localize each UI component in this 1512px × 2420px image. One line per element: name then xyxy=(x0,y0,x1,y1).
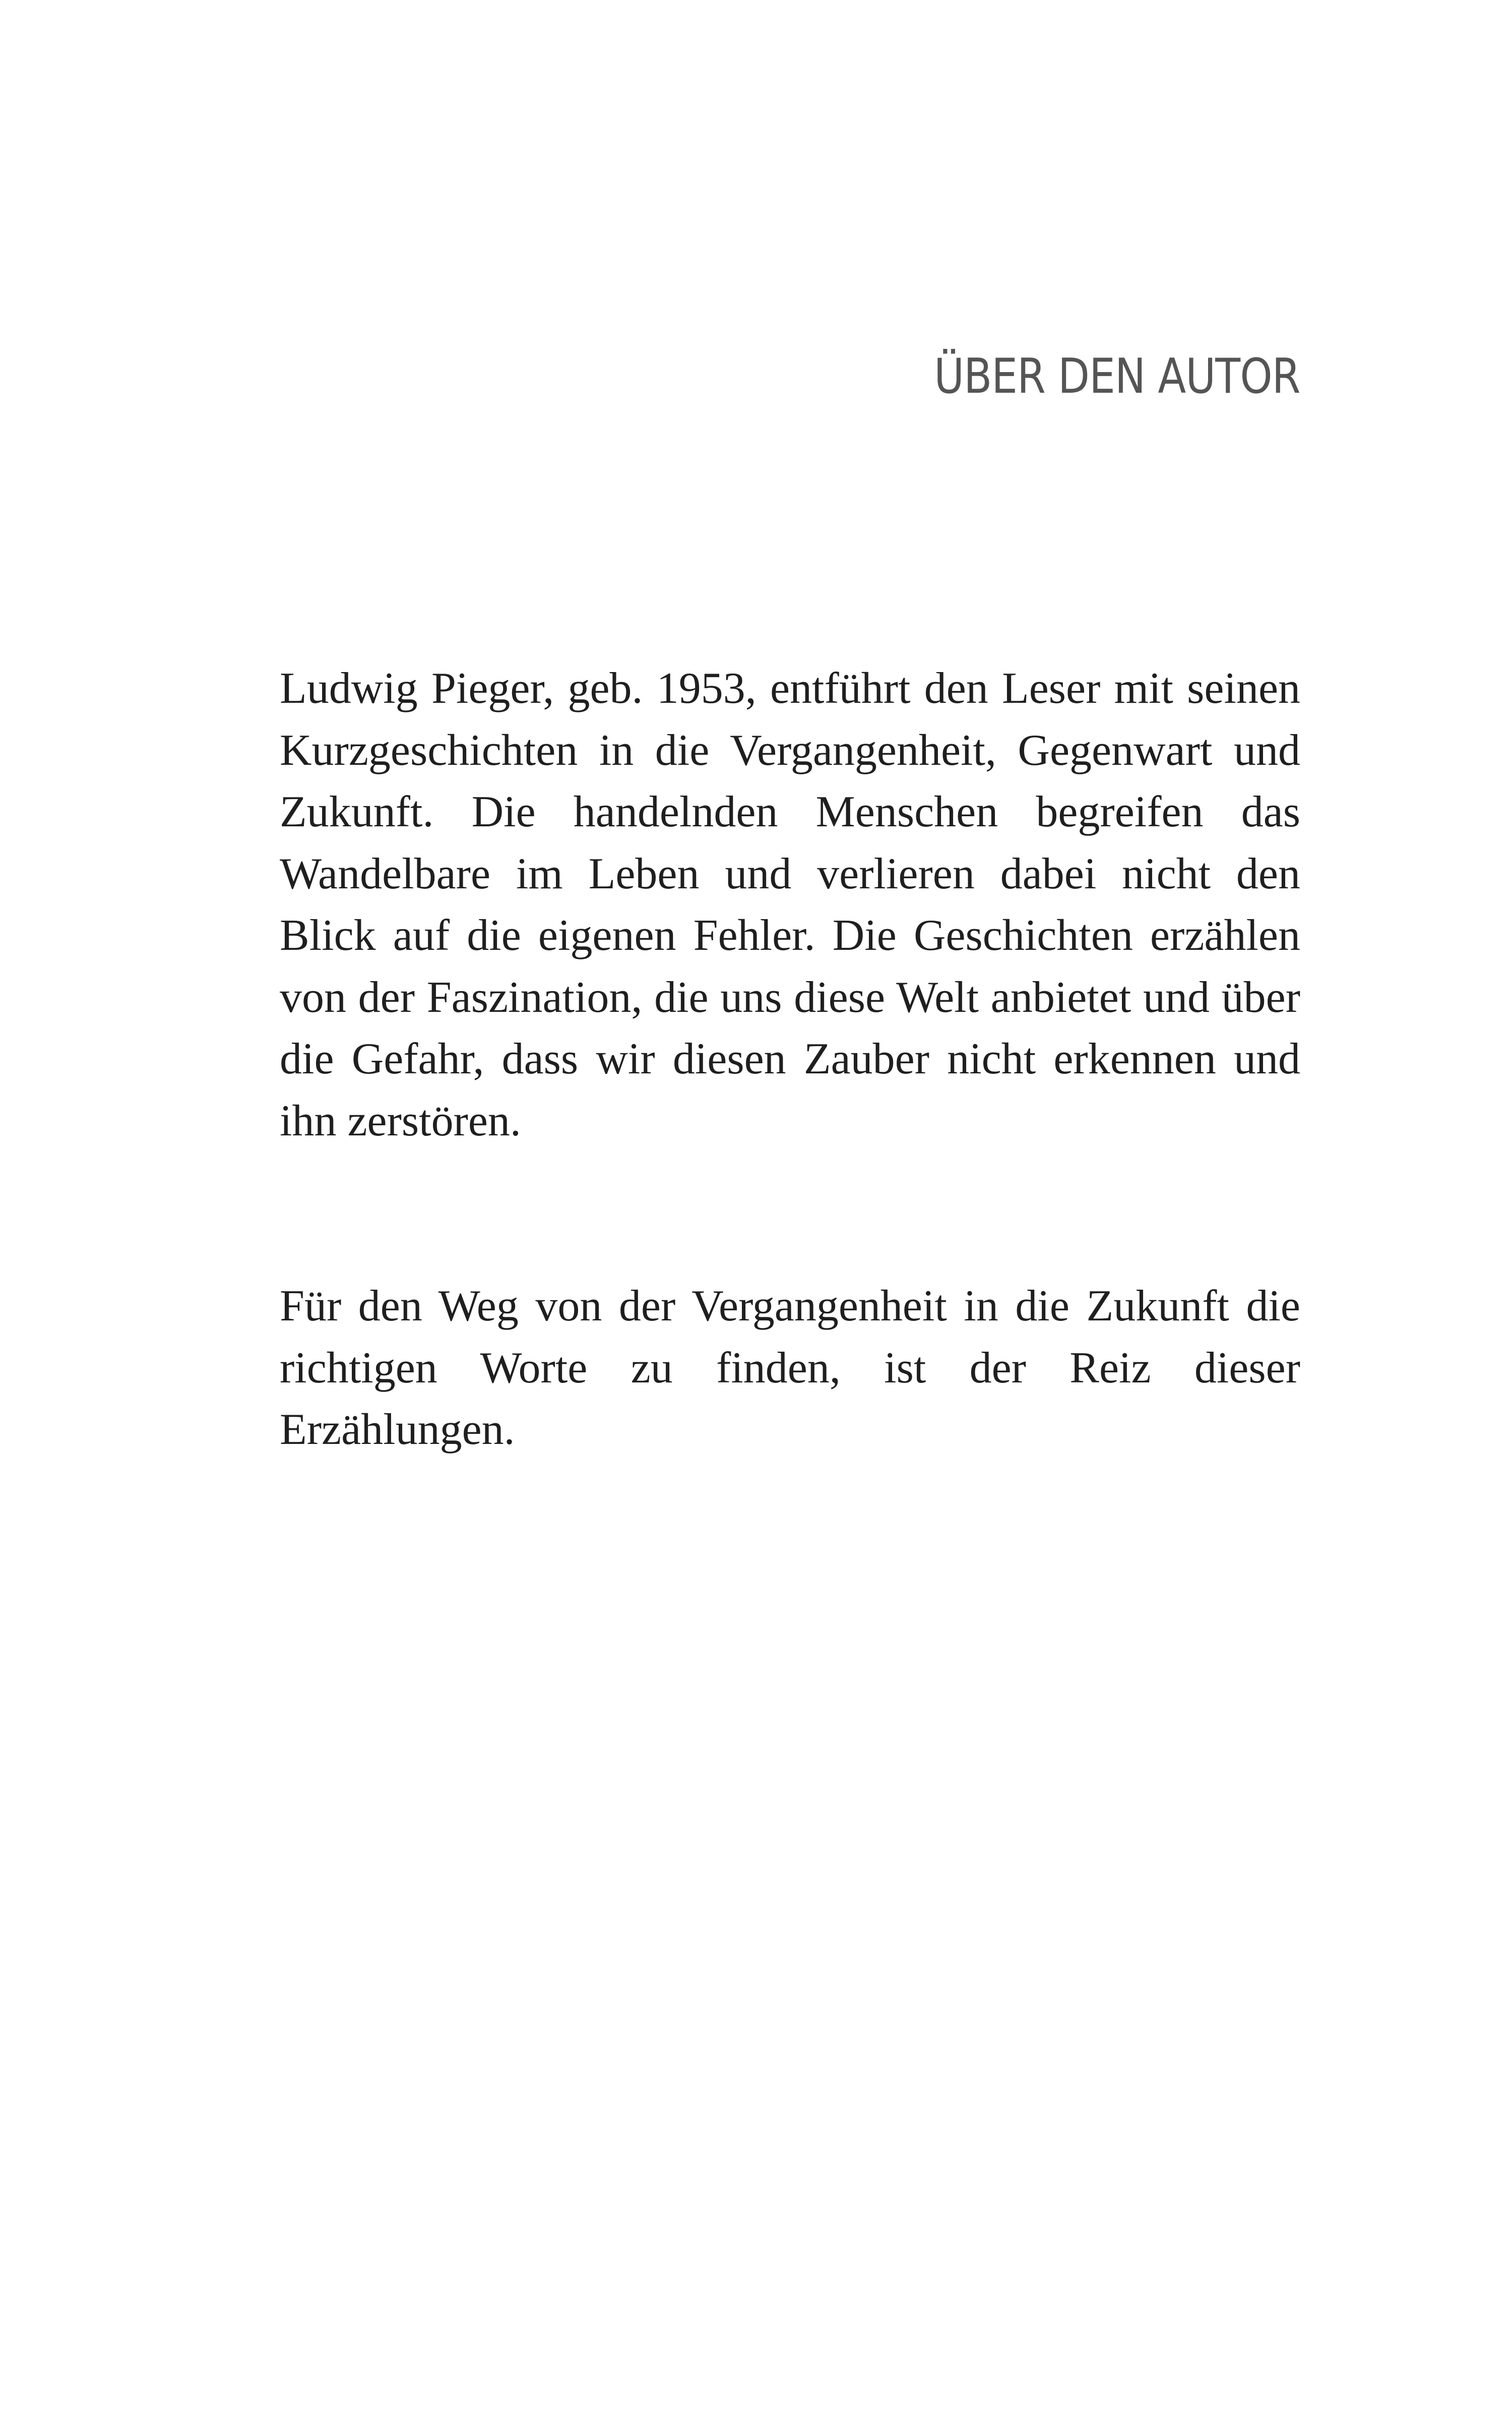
author-bio xyxy=(280,658,1300,1461)
bio-paragraph-1: Ludwig Pieger, geb. 1953, entführt den Leser mit seinen Kurzgeschichten in die Vergangenheit, Gegenwart und Zukunft. Die handelnden Menschen begreifen das Wandelbare im Leben und verlieren dabei nicht den Blick auf die eigenen Fehler. Die Geschichten erzählen von der Faszination, die uns diese Welt anbietet und über die Gefahr, dass wir diesen Zauber nicht erkennen und ihn zerstören. xyxy=(280,664,1300,1145)
section-heading: ÜBER DEN AUTOR xyxy=(934,349,1300,404)
bio-paragraph-2: Für den Weg von der Vergangenheit in die Zukunft die richtigen Worte zu finden, ist der Reiz dieser Erzählungen. xyxy=(280,1282,1300,1454)
